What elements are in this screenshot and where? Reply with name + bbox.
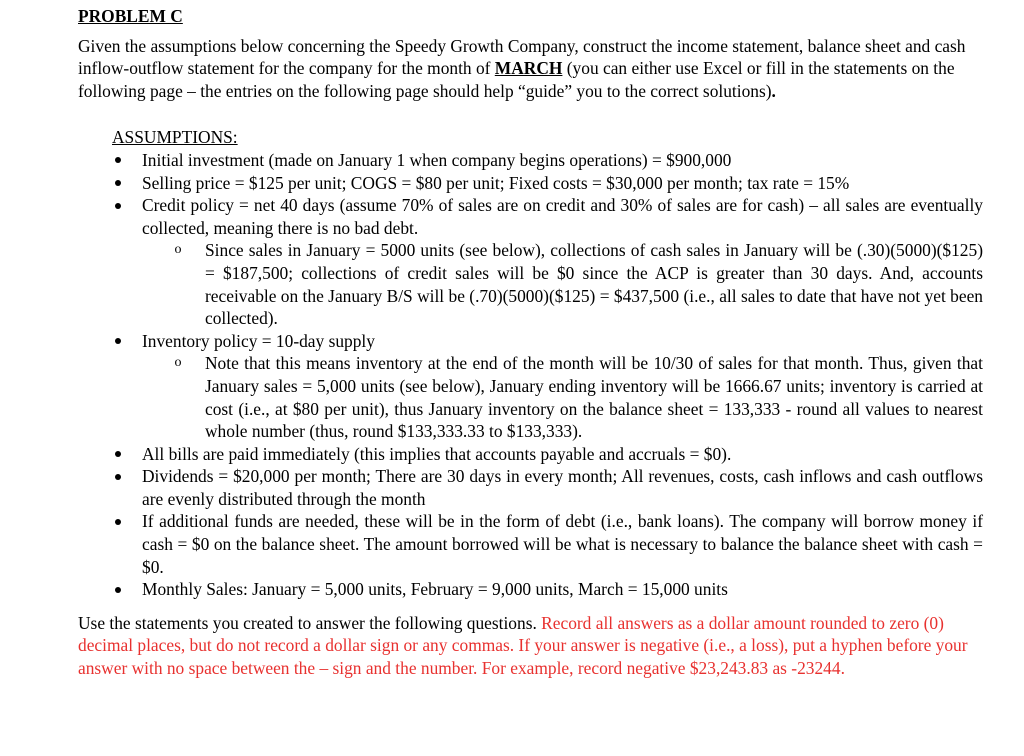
problem-intro: [78, 35, 983, 103]
bullet-icon: [112, 578, 124, 601]
assumption-item: [112, 149, 983, 172]
assumption-text: Inventory policy = 10-day supply: [142, 330, 375, 351]
assumption-item: [112, 443, 983, 466]
bullet-icon: [112, 172, 124, 195]
assumption-item: [112, 194, 983, 330]
assumption-text: All bills are paid immediately (this implies that accounts payable and accruals = $0).: [142, 443, 732, 464]
assumption-text: Initial investment (made on January 1 when company begins operations) = $900,000: [142, 149, 732, 170]
sub-item: [142, 239, 983, 329]
assumption-text: Credit policy = net 40 days (assume 70% of sales are on credit and 30% of sales are for cash) – all sales are eventually collected, meaning there is no bad debt.: [142, 195, 983, 238]
circle-bullet-icon: o: [174, 242, 182, 258]
assumption-item: [112, 330, 983, 443]
bullet-icon: [112, 149, 124, 172]
bullet-icon: [112, 443, 124, 466]
sub-item: [142, 352, 983, 442]
assumption-text: Dividends = $20,000 per month; There are 30 days in every month; All revenues, costs, cash inflows and cash outflows are evenly distributed through the month: [142, 466, 983, 509]
sub-item-text: Since sales in January = 5000 units (see below), collections of cash sales in January will be (.30)(5000)($125) = $187,500; collections of credit sales will be $0 since the ACP is greater than 30 days. And, accounts receivable on the January B/S will be (.70)(5000)($125) = $437,500 (i.e., all sales to date that have not yet been collected).: [205, 240, 983, 329]
assumption-item: [112, 578, 983, 601]
assumptions-section: [112, 126, 983, 600]
credit-sublist: [142, 239, 983, 329]
bullet-icon: [112, 465, 124, 488]
problem-document: [78, 5, 983, 680]
assumption-item: [112, 172, 983, 195]
bullet-icon: [112, 510, 124, 533]
closing-red-instructions: Record all answers as a dollar amount rounded to zero (0) decimal places, but do not record a dollar sign or any commas. If your answer is negative (i.e., a loss), put a hyphen before your answer with no space between the – sign and the number. For example, record negative $23,243.83 as -23244.: [78, 612, 968, 679]
problem-title: PROBLEM C: [78, 6, 183, 26]
bullet-icon: [112, 194, 124, 217]
assumption-item: [112, 465, 983, 510]
intro-end: .: [771, 80, 776, 101]
intro-text-after: (you can either use Excel or fill in the statements on the following page – the entries on the following page should help “guide” you to the correct solutions): [78, 58, 955, 101]
intro-month: MARCH: [494, 58, 563, 79]
sub-item-text: Note that this means inventory at the end of the month will be 10/30 of sales for that month. Thus, given that January sales = 5,000 units (see below), January ending inventory will be 1666.67 units; inventory is carried at cost (i.e., at $80 per unit), thus January inventory on the balance sheet = 133,333 - round all values to nearest whole number (thus, round $133,333.33 to $133,333).: [205, 353, 983, 442]
intro-text-before: Given the assumptions below concerning the Speedy Growth Company, construct the income statement, balance sheet and cash inflow-outflow statement for the company for the month of: [78, 35, 966, 79]
assumption-text: If additional funds are needed, these will be in the form of debt (i.e., bank loans). The company will borrow money if cash = $0 on the balance sheet. The amount borrowed will be what is necessary to balance the balance sheet with cash = $0.: [142, 511, 983, 577]
circle-bullet-icon: o: [174, 355, 182, 371]
closing-instructions: [78, 612, 983, 680]
assumption-text: Monthly Sales: January = 5,000 units, February = 9,000 units, March = 15,000 units: [142, 579, 728, 600]
assumption-text: Selling price = $125 per unit; COGS = $80 per unit; Fixed costs = $30,000 per month; tax rate = 15%: [142, 172, 850, 193]
closing-text: Use the statements you created to answer the following questions.: [78, 612, 542, 633]
inventory-sublist: [142, 352, 983, 442]
assumptions-heading: ASSUMPTIONS:: [112, 127, 238, 148]
bullet-icon: [112, 330, 124, 353]
assumptions-list: [112, 149, 983, 601]
assumption-item: [112, 510, 983, 578]
